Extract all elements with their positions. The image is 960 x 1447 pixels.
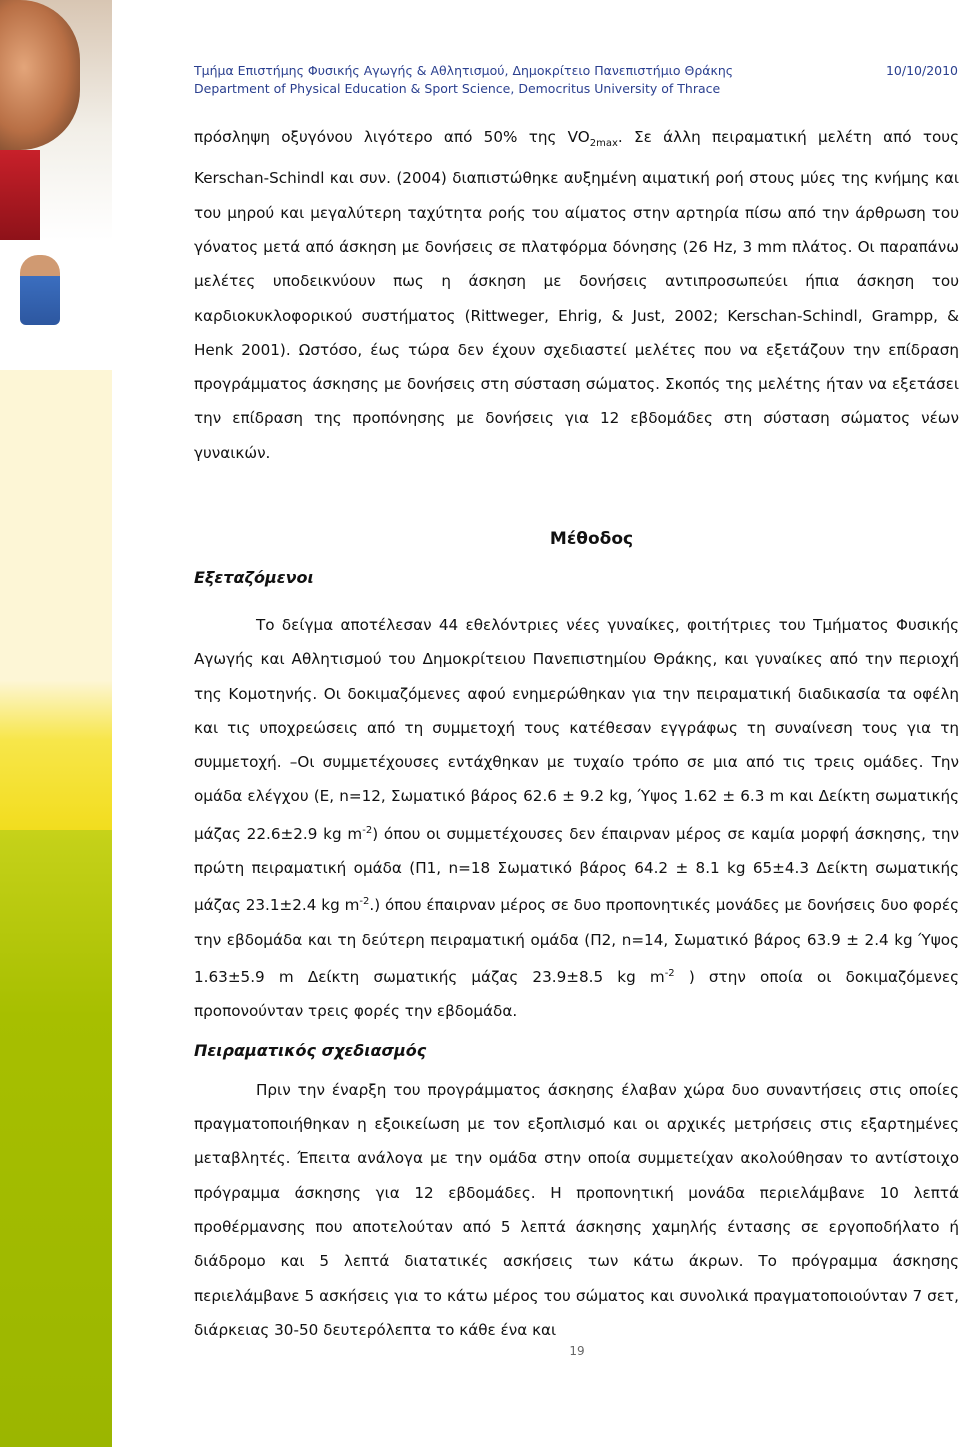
participants-text-2: ) όπου οι συμμετέχουσες δεν έπαιρναν μέρος σε καμία μορφή άσκησης, την πρώτη πειραματική ομάδα (Π1, n=18 Σωματικό βάρος 64.2 ± 8.1 kg 65±4.3 Δείκτη σωματικής μάζας 23.1±2.4 kg m bbox=[194, 824, 959, 915]
design-paragraph: Πριν την έναρξη του προγράμματος άσκησης έλαβαν χώρα δυο συναντήσεις στις οποίες πραγματοποιήθηκαν η εξοικείωση με τον εξοπλισμό και οι αρχικές μετρήσεις στις εξαρτημένες μεταβλητές. Έπειτα ανάλογα με την ομάδα στην οποία συμμετείχαν ακολούθησαν το αντίστοιχο πρόγραμμα άσκησης για 12 εβδομάδες. Η προπονητική μονάδα περιελάμβανε 10 λεπτά προθέρμανσης που αποτελούταν από 5 λεπτά άσκησης χαμηλής έντασης σε εργοποδήλατο ή διάδρομο και 5 λεπτά διατατικές ασκήσεις των κάτω άκρων. Το πρόγραμμα άσκησης περιελάμβανε 5 ασκήσεις για το κάτω μέρος του σώματος και συνολικά πραγματοποιούνταν 7 σετ, διάρκειας 30-50 δευτερόλεπτα το κάθε ένα και bbox=[194, 1080, 959, 1339]
header-date: 10/10/2010 bbox=[885, 63, 958, 78]
participants-text-3: .) όπου έπαιρναν μέρος σε δυο προπονητικές μονάδες με δονήσεις δυο φορές την εβδομάδα και τη δεύτερη πειραματική ομάδα (Π2, n=14, Σωματικό βάρος 63.9 ± 2.4 kg Ύψος 1.63±5.9 m Δείκτη σωματικής μάζας 23.9±8.5 kg m bbox=[194, 896, 959, 987]
header-greek: Τμήμα Επιστήμης Φυσικής Αγωγής & Αθλητισμού, Δημοκρίτειο Πανεπιστήμιο Θράκης bbox=[194, 63, 734, 78]
vo2max-subscript: 2max bbox=[589, 138, 618, 150]
intro-text-b: . Σε άλλη πειραματική μελέτη από τους Kerschan-Schindl και συν. (2004) διαπιστώθηκε αυξημένη αιματική ροή στους μύες της κνήμης και του μηρού και μεγαλύτερη ταχύτητα ροής του αίματος στην αρτηρία πίσω από την άρθρωση του γόνατος μετά από άσκηση με δονήσεις σε πλατφόρμα δόνησης (26 Hz, 3 mm πλάτος. Οι παραπάνω μελέτες υποδεικνύουν πως η άσκηση με δονήσεις αντιπροσωπεύει ήπια άσκηση του καρδιοκυκλοφορικού συστήματος (Rittweger, Ehrig, & Just, 2002; Kerschan-Schindl, Grampp, & Henk 2001). Ωστόσο, έως τώρα δεν έχουν σχεδιαστεί μελέτες που να εξετάζουν την επίδραση προγράμματος άσκησης με δονήσεις στη σύσταση σώματος. Σκοπός της μελέτης ήταν να εξετάσει την επίδραση της προπόνησης με δονήσεις για 12 εβδομάδες στη σύσταση σώματος νέων γυναικών. bbox=[194, 128, 959, 462]
superscript-1: -2 bbox=[362, 824, 373, 836]
page-body bbox=[194, 120, 959, 1347]
sidebar-photo bbox=[0, 0, 112, 370]
header-english: Department of Physical Education & Sport Science, Democritus University of Thrace bbox=[194, 81, 721, 96]
red-shirt-image bbox=[0, 150, 40, 240]
intro-paragraph bbox=[194, 120, 959, 470]
spacer bbox=[194, 470, 959, 514]
participants-text-4: ) στην οποία οι δοκιμαζόμενες προπονούνταν τρεις φορές την εβδομάδα. bbox=[194, 968, 959, 1021]
child-figure-image bbox=[20, 255, 60, 325]
participants-text-1: Το δείγμα αποτέλεσαν 44 εθελόντριες νέες γυναίκες, φοιτήτριες του Τμήματος Φυσικής Αγωγής και Αθλητισμού του Δημοκρίτειου Πανεπιστημίου Θράκης, και γυναίκες από την περιοχή της Κομοτηνής. Οι δοκιμαζόμενες αφού ενημερώθηκαν για την πειραματική διαδικασία τα οφέλη και τις υποχρεώσεις από τη συμμετοχή τους κατέθεσαν εγγράφως τη συναίνεση τους για τη συμμετοχή. –Οι συμμετέχουσες εντάχθηκαν με τυχαίο τρόπο σε μια από τις τρεις ομάδες. Την ομάδα ελέγχου (Ε, n=12, Σωματικό βάρος 62.6 ± 9.2 kg, Ύψος 1.62 ± 6.3 m και Δείκτη σωματικής μάζας 22.6±2.9 kg m bbox=[194, 616, 959, 843]
sidebar-yellow-band bbox=[0, 680, 112, 830]
superscript-2: -2 bbox=[359, 896, 370, 908]
participants-paragraph bbox=[194, 608, 959, 1029]
superscript-3: -2 bbox=[664, 968, 675, 980]
section-title-method: Μέθοδος bbox=[549, 529, 634, 549]
page-number: 19 bbox=[569, 1344, 585, 1358]
running-header bbox=[194, 62, 960, 98]
subsection-design: Πειραματικός σχεδιασμός bbox=[194, 1040, 427, 1060]
decorative-sidebar bbox=[0, 0, 112, 1447]
intro-text-a: πρόσληψη οξυγόνου λιγότερο από 50% της VO bbox=[194, 128, 590, 146]
sidebar-cream-band bbox=[0, 370, 112, 680]
child-face-image bbox=[0, 0, 80, 150]
subsection-participants: Εξεταζόμενοι bbox=[194, 568, 314, 587]
